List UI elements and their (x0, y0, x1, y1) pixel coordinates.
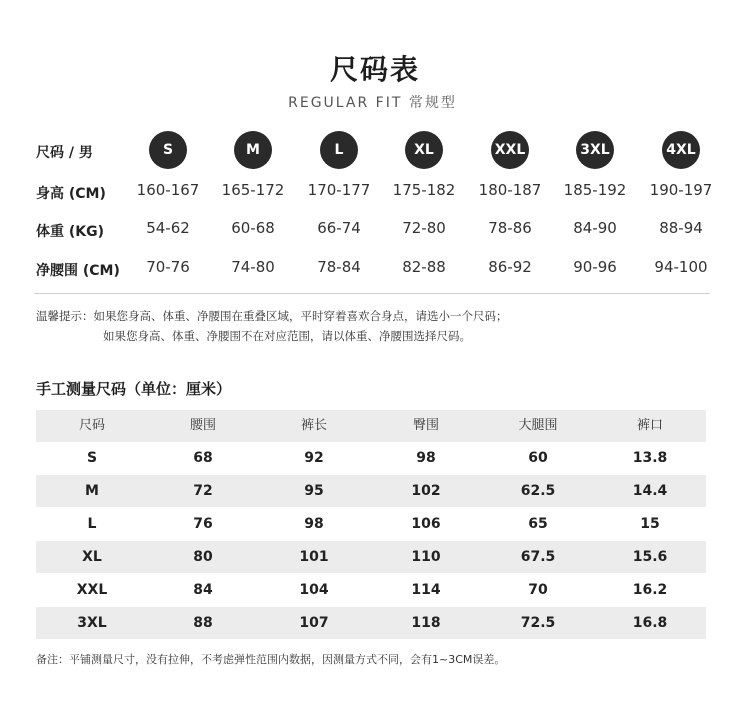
table-cell: 72 (193, 483, 213, 499)
table-row (36, 574, 706, 606)
divider (34, 293, 710, 294)
page-subtitle: REGULAR FIT 常规型 (288, 95, 457, 111)
size-value: 180-187 (478, 181, 542, 199)
table-cell: 80 (193, 549, 213, 565)
table-cell: 15.6 (632, 549, 668, 565)
table-cell: 118 (411, 615, 441, 631)
size-value: 185-192 (563, 181, 627, 199)
table-cell: 107 (299, 615, 329, 631)
column-header: 腰围 (189, 418, 216, 433)
table-cell: S (86, 450, 98, 466)
table-cell: 16.2 (632, 582, 668, 598)
table-cell: 98 (304, 516, 324, 532)
table-cell: 84 (193, 582, 213, 598)
table-cell: 3XL (77, 615, 107, 631)
table-cell: 98 (416, 450, 436, 466)
size-value: 90-96 (573, 258, 617, 276)
table-cell: 95 (304, 483, 324, 499)
table-cell: 76 (193, 516, 213, 532)
waist-row (0, 250, 750, 290)
table-header (36, 410, 706, 442)
size-value: 74-80 (231, 258, 275, 276)
height-row (0, 173, 750, 213)
size-badge: M (234, 131, 272, 169)
table-cell: 62.5 (520, 483, 556, 499)
size-value: 170-177 (307, 181, 371, 199)
size-value: 165-172 (221, 181, 285, 199)
table-row (36, 541, 706, 573)
tip-line-2: 如果您身高、体重、净腰围不在对应范围，请以体重、净腰围选择尺码。 (103, 329, 471, 343)
size-value: 72-80 (402, 219, 446, 237)
size-value: 82-88 (402, 258, 446, 276)
table-cell: 60 (528, 450, 548, 466)
column-header: 裤口 (636, 418, 663, 433)
size-row (0, 126, 750, 166)
size-value: 190-197 (649, 181, 713, 199)
table-row (36, 442, 706, 474)
table-row (36, 508, 706, 540)
table-cell: 92 (304, 450, 324, 466)
column-header: 裤长 (300, 418, 327, 433)
table-cell: 16.8 (632, 615, 668, 631)
column-header: 大腿围 (518, 418, 558, 433)
table-cell: 67.5 (520, 549, 556, 565)
row-label: 体重 (KG) (36, 224, 105, 240)
table-cell: 70 (528, 582, 548, 598)
table-cell: 14.4 (632, 483, 668, 499)
size-badge: 4XL (662, 131, 700, 169)
size-badge: 3XL (576, 131, 614, 169)
table-cell: 110 (411, 549, 441, 565)
size-badge: L (320, 131, 358, 169)
row-label: 身高 (CM) (36, 186, 106, 202)
size-value: 78-84 (317, 258, 361, 276)
table-cell: 88 (193, 615, 213, 631)
table-cell: 114 (411, 582, 441, 598)
size-badge: XXL (491, 131, 529, 169)
table-cell: 68 (193, 450, 213, 466)
size-badge: XL (405, 131, 443, 169)
table-cell: 101 (299, 549, 329, 565)
table-cell: 72.5 (520, 615, 556, 631)
size-value: 84-90 (573, 219, 617, 237)
size-value: 66-74 (317, 219, 361, 237)
weight-row (0, 211, 750, 251)
size-value: 86-92 (488, 258, 532, 276)
size-value: 94-100 (654, 258, 708, 276)
table-cell: 15 (640, 516, 660, 532)
column-header: 尺码 (78, 418, 105, 433)
table-cell: L (87, 516, 97, 532)
page-title: 尺码表 (329, 53, 420, 86)
table-cell: 104 (299, 582, 329, 598)
size-value: 60-68 (231, 219, 275, 237)
size-value: 54-62 (146, 219, 190, 237)
table-cell: 65 (528, 516, 548, 532)
table-cell: 102 (411, 483, 441, 499)
size-value: 160-167 (136, 181, 200, 199)
measurement-title: 手工测量尺码（单位：厘米） (36, 380, 232, 398)
table-cell: 106 (411, 516, 441, 532)
size-value: 78-86 (488, 219, 532, 237)
tip-line-1: 温馨提示：如果您身高、体重、净腰围在重叠区域，平时穿着喜欢合身点，请选小一个尺码； (36, 309, 508, 323)
table-cell: XXL (76, 582, 108, 598)
table-cell: XL (82, 549, 102, 565)
table-row (36, 475, 706, 507)
column-header: 臀围 (412, 418, 439, 433)
footnote: 备注：平铺测量尺寸，没有拉伸，不考虑弹性范围内数据，因测量方式不同，会有1~3CM误差。 (36, 653, 506, 666)
size-value: 70-76 (146, 258, 190, 276)
size-value: 175-182 (392, 181, 456, 199)
row-label: 尺码 / 男 (36, 145, 93, 161)
table-cell: M (85, 483, 99, 499)
table-row (36, 607, 706, 639)
table-cell: 13.8 (632, 450, 668, 466)
size-value: 88-94 (659, 219, 703, 237)
row-label: 净腰围 (CM) (36, 263, 120, 279)
size-badge: S (149, 131, 187, 169)
